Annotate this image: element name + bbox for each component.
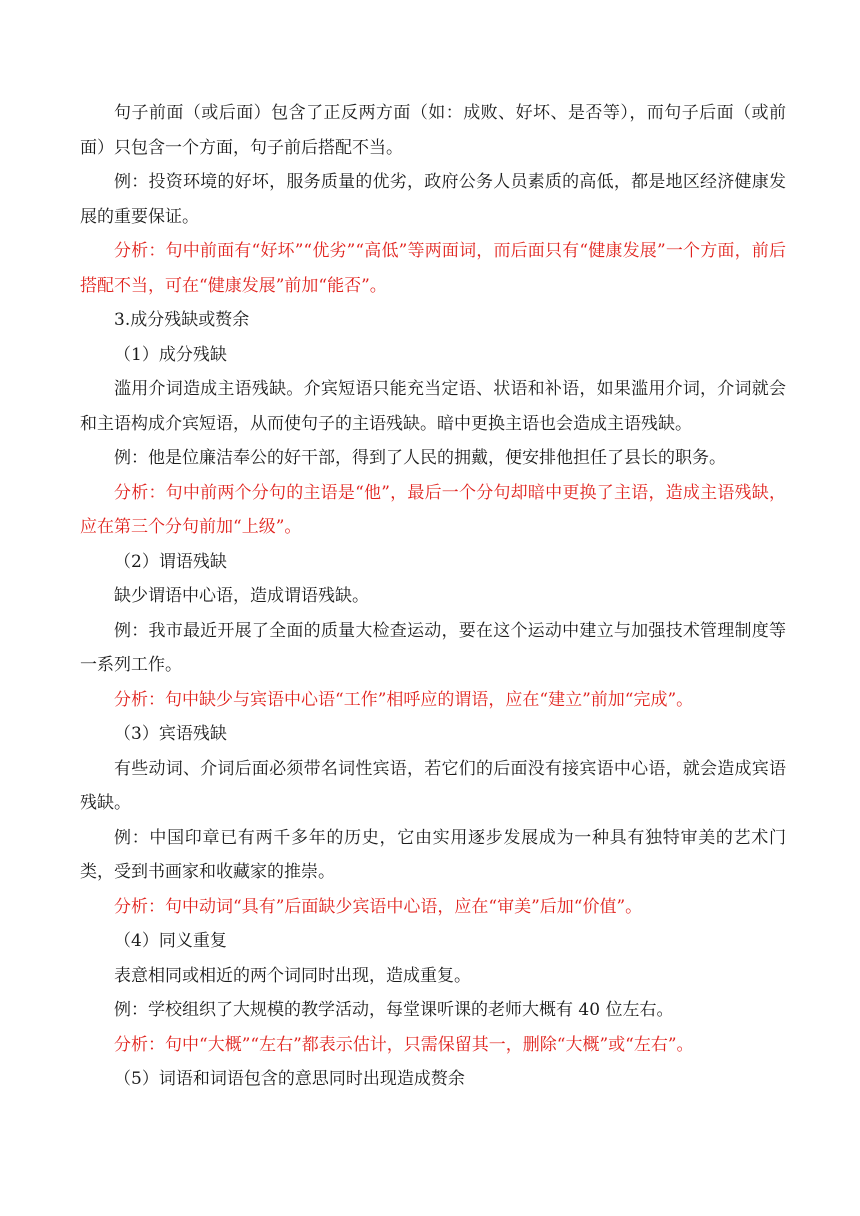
example-paragraph: 例：我市最近开展了全面的质量大检查运动，要在这个运动中建立与加强技术管理制度等一系列工作。 [80, 620, 786, 675]
subsection-heading: （5）词语和词语包含的意思同时出现造成赘余 [114, 1069, 465, 1089]
analysis-paragraph: 分析：句中动词“具有”后面缺少宾语中心语，应在“审美”后加“价值”。 [114, 896, 643, 917]
document-page [80, 96, 786, 1097]
analysis-paragraph: 分析：句中前面有“好坏”“优劣”“高低”等两面词，而后面只有“健康发展”一个方面，前后搭配不当，可在“健康发展”前加“能否”。 [80, 241, 786, 296]
example-paragraph: 例：他是位廉洁奉公的好干部，得到了人民的拥戴，便安排他担任了县长的职务。 [114, 448, 726, 468]
analysis-paragraph: 分析：句中前两个分句的主语是“他”，最后一个分句却暗中更换了主语，造成主语残缺，应在第三个分句前加“上级”。 [80, 482, 786, 537]
subsection-heading: （1）成分残缺 [114, 344, 227, 365]
subsection-heading: （4）同义重复 [114, 931, 227, 951]
body-paragraph: 句子前面（或后面）包含了正反两方面（如：成败、好坏、是否等），而句子后面（或前面）只包含一个方面，句子前后搭配不当。 [80, 103, 786, 158]
body-paragraph: 缺少谓语中心语，造成谓语残缺。 [114, 586, 369, 606]
analysis-paragraph: 分析：句中缺少与宾语中心语“工作”相呼应的谓语，应在“建立”前加“完成”。 [114, 689, 694, 710]
subsection-heading: （3）宾语残缺 [114, 724, 227, 744]
subsection-heading: （2）谓语残缺 [114, 551, 227, 572]
example-paragraph: 例：投资环境的好坏，服务质量的优劣，政府公务人员素质的高低，都是地区经济健康发展的重要保证。 [80, 172, 786, 227]
section-heading: 3.成分残缺或赘余 [114, 310, 250, 330]
example-paragraph: 例：学校组织了大规模的教学活动，每堂课听课的老师大概有 40 位左右。 [114, 1000, 674, 1020]
body-paragraph: 表意相同或相近的两个词同时出现，造成重复。 [114, 965, 471, 986]
body-paragraph: 有些动词、介词后面必须带名词性宾语，若它们的后面没有接宾语中心语，就会造成宾语残缺。 [80, 758, 786, 813]
body-paragraph: 滥用介词造成主语残缺。介宾短语只能充当定语、状语和补语，如果滥用介词，介词就会和主语构成介宾短语，从而使句子的主语残缺。暗中更换主语也会造成主语残缺。 [80, 379, 786, 434]
analysis-paragraph: 分析：句中“大概”“左右”都表示估计，只需保留其一，删除“大概”或“左右”。 [114, 1034, 694, 1055]
example-paragraph: 例：中国印章已有两千多年的历史，它由实用逐步发展成为一种具有独特审美的艺术门类，受到书画家和收藏家的推崇。 [80, 827, 786, 882]
